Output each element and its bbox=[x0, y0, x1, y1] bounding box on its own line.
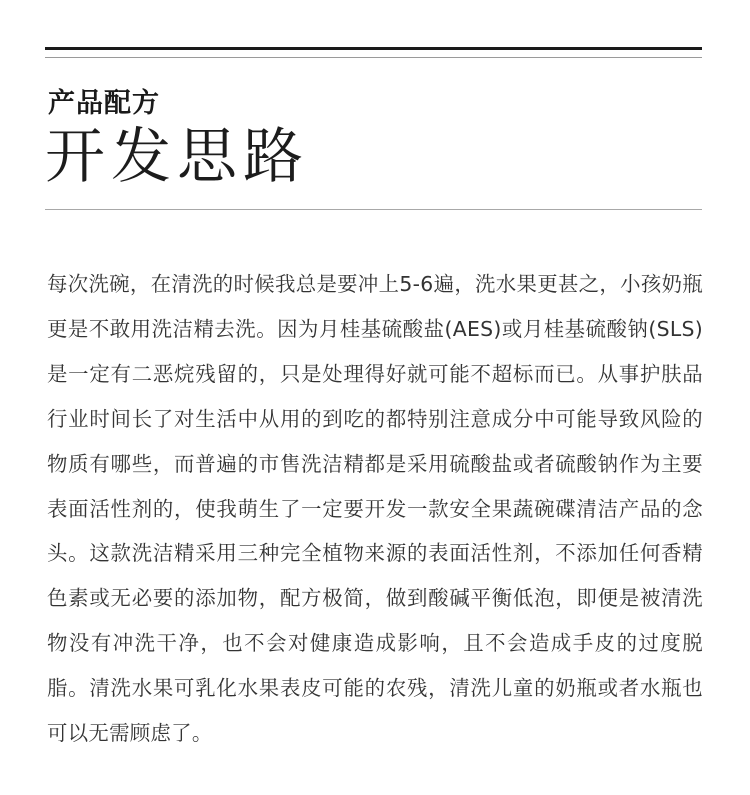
body-paragraph: 每次洗碗，在清洗的时候我总是要冲上5-6遍，洗水果更甚之，小孩奶瓶更是不敢用洗洁精去洗。因为月桂基硫酸盐(AES)或月桂基硫酸钠(SLS)是一定有二恶烷残留的，只是处理得好就可能不超标而已。从事护肤品行业时间长了对生活中从用的到吃的都特别注意成分中可能导致风险的物质有哪些，而普遍的市售洗洁精都是采用硫酸盐或者硫酸钠作为主要表面活性剂的，使我萌生了一定要开发一款安全果蔬碗碟清洁产品的念头。这款洗洁精采用三种完全植物来源的表面活性剂，不添加任何香精色素或无必要的添加物，配方极简，做到酸碱平衡低泡，即便是被清洗物没有冲洗干净，也不会对健康造成影响，且不会造成手皮的过度脱脂。清洗水果可乳化水果表皮可能的农残，清洗儿童的奶瓶或者水瓶也可以无需顾虑了。 bbox=[47, 272, 703, 746]
top-divider-thin bbox=[45, 57, 702, 58]
heading-divider bbox=[45, 209, 702, 210]
page-title: 开发思路 bbox=[45, 122, 309, 192]
top-divider-thick bbox=[45, 47, 702, 50]
section-label: 产品配方 bbox=[48, 88, 160, 119]
